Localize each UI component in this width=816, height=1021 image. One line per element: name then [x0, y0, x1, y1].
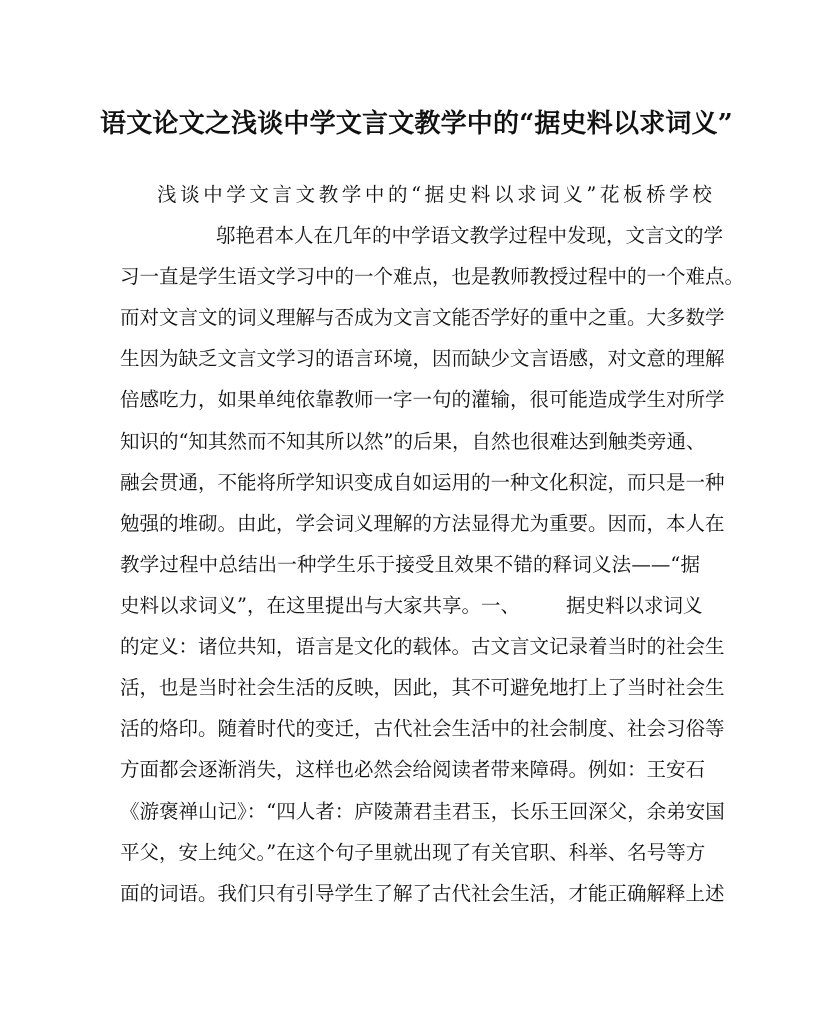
- section-heading: 据史料以求词义: [566, 594, 703, 617]
- body-line: 融会贯通，不能将所学知识变成自如运用的一种文化积淀，而只是一种: [120, 471, 725, 494]
- body-line: 活，也是当时社会生活的反映，因此，其不可避免地打上了当时社会生: [120, 676, 725, 699]
- body-line: 教学过程中总结出一种学生乐于接受且效果不错的释词义法——“据: [120, 553, 700, 576]
- body-line: 《游褒禅山记》：“四人者：庐陵萧君圭君玉，长乐王回深父，余弟安国: [120, 800, 725, 823]
- body-line: 勉强的堆砌。由此，学会词义理解的方法显得尤为重要。因而，本人在: [120, 512, 725, 535]
- body-line: 平父，安上纯父。”在这个句子里就出现了有关官职、科举、名号等方: [120, 841, 706, 864]
- body-line: 邬艳君本人在几年的中学语文教学过程中发现，文言文的学: [216, 224, 724, 247]
- body-line: 倍感吃力，如果单纯依靠教师一字一句的灌输，很可能造成学生对所学: [120, 388, 725, 411]
- body-line: 活的烙印。随着时代的变迁，古代社会生活中的社会制度、社会习俗等: [120, 717, 725, 740]
- body-line: 而对文言文的词义理解与否成为文言文能否学好的重中之重。大多数学: [120, 306, 725, 329]
- body-line: 方面都会逐渐消失，这样也必然会给阅读者带来障碍。例如：王安石: [120, 758, 706, 781]
- body-line: 面的词语。我们只有引导学生了解了古代社会生活，才能正确解释上述: [120, 882, 725, 905]
- document-subtitle: 浅谈中学文言文教学中的“据史料以求词义”花板桥学校: [157, 183, 716, 206]
- body-line: 习一直是学生语文学习中的一个难点，也是教师教授过程中的一个难点。: [120, 265, 745, 288]
- body-line: 知识的“知其然而不知其所以然”的后果，自然也很难达到触类旁通、: [120, 430, 706, 453]
- body-line: 的定义：诸位共知，语言是文化的载体。古文言文记录着当时的社会生: [120, 635, 725, 658]
- body-line: 史料以求词义”，在这里提出与大家共享。一、: [120, 594, 520, 617]
- body-line: 生因为缺乏文言文学习的语言环境，因而缺少文言语感，对文意的理解: [120, 347, 725, 370]
- document-title: 语文论文之浅谈中学文言文教学中的“据史料以求词义”: [100, 109, 733, 139]
